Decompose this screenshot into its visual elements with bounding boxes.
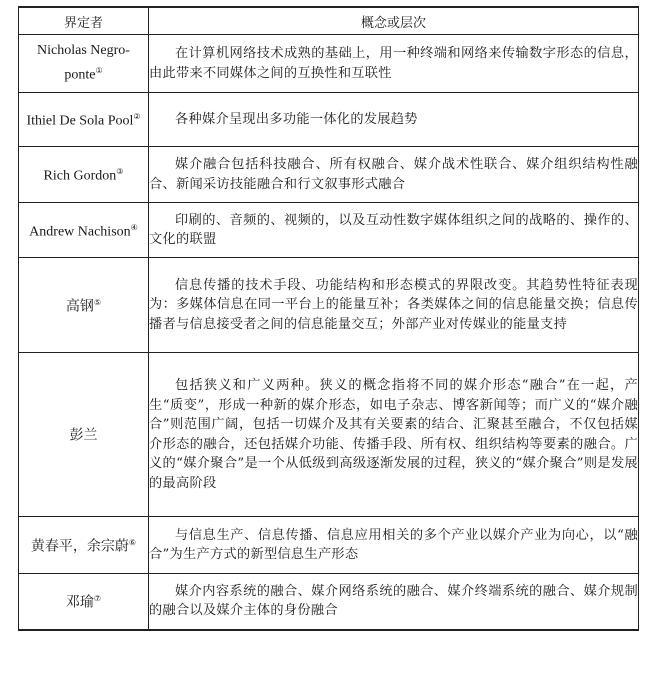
concept-cell: 媒介融合包括科技融合、所有权融合、媒介战术性联合、媒介组织结构性融合、新闻采访技能融合和行文叙事形式融合 [149, 147, 639, 203]
definer-name: Ithiel De Sola Pool [26, 113, 134, 129]
definer-name: 高钢 [65, 299, 94, 315]
definer-cell [19, 574, 149, 630]
footnote-marker: ① [95, 66, 103, 76]
definer-name: 邓瑜 [65, 595, 94, 611]
concept-cell: 信息传播的技术手段、功能结构和形态模式的界限改变。其趋势性特征表现为：多媒体信息在同一平台上的能量互补；各类媒体之间的信息能量交换；信息传播者与信息接受者之间的信息能量交互；外部产业对传媒业的能量支持 [149, 258, 639, 353]
footnote-marker: ⑥ [128, 537, 137, 547]
definer-cell [19, 203, 149, 258]
footnote-marker: ⑤ [93, 297, 102, 307]
definer-name: 彭兰 [69, 428, 98, 444]
definer-name: 黄春平，余宗蔚 [30, 539, 129, 555]
definer-name: Nicholas Negro-ponte [37, 43, 130, 83]
footnote-marker: ② [133, 112, 141, 122]
definer-name: Rich Gordon [43, 168, 117, 184]
definer-cell [19, 258, 149, 353]
concept-cell: 印刷的、音频的、视频的，以及互动性数字媒体组织之间的战略的、操作的、文化的联盟 [149, 203, 639, 258]
concept-cell: 与信息生产、信息传播、信息应用相关的多个产业以媒介产业为向心，以“融合”为生产方式的新型信息生产形态 [149, 517, 639, 574]
footnote-marker: ⑦ [93, 593, 102, 603]
definer-name: Andrew Nachison [29, 224, 131, 240]
definer-cell [19, 147, 149, 203]
definer-cell [19, 93, 149, 147]
concept-cell: 在计算机网络技术成熟的基础上，用一种终端和网络来传输数字形态的信息，由此带来不同媒体之间的互换性和互联性 [149, 35, 639, 93]
header-definer: 界定者 [19, 7, 149, 35]
footnote-marker: ③ [116, 167, 124, 177]
definition-table [18, 6, 639, 631]
concept-cell: 媒介内容系统的融合、媒介网络系统的融合、媒介终端系统的融合、媒介规制的融合以及媒介主体的身份融合 [149, 574, 639, 630]
footnote-marker: ④ [130, 222, 138, 232]
header-concept: 概念或层次 [149, 7, 639, 35]
definer-cell [19, 353, 149, 517]
concept-cell: 各种媒介呈现出多功能一体化的发展趋势 [149, 93, 639, 147]
definer-cell [19, 517, 149, 574]
concept-cell: 包括狭义和广义两种。狭义的概念指将不同的媒介形态“融合”在一起，产生“质变”，形成一种新的媒介形态，如电子杂志、博客新闻等；而广义的“媒介融合”则范围广阔，包括一切媒介及其有关要素的结合、汇聚甚至融合，不仅包括媒介形态的融合，还包括媒介功能、传播手段、所有权、组织结构等要素的融合。广义的“媒介聚合”是一个从低级到高级逐渐发展的过程，狭义的“媒介聚合”则是发展的最高阶段 [149, 353, 639, 517]
definer-cell [19, 35, 149, 93]
